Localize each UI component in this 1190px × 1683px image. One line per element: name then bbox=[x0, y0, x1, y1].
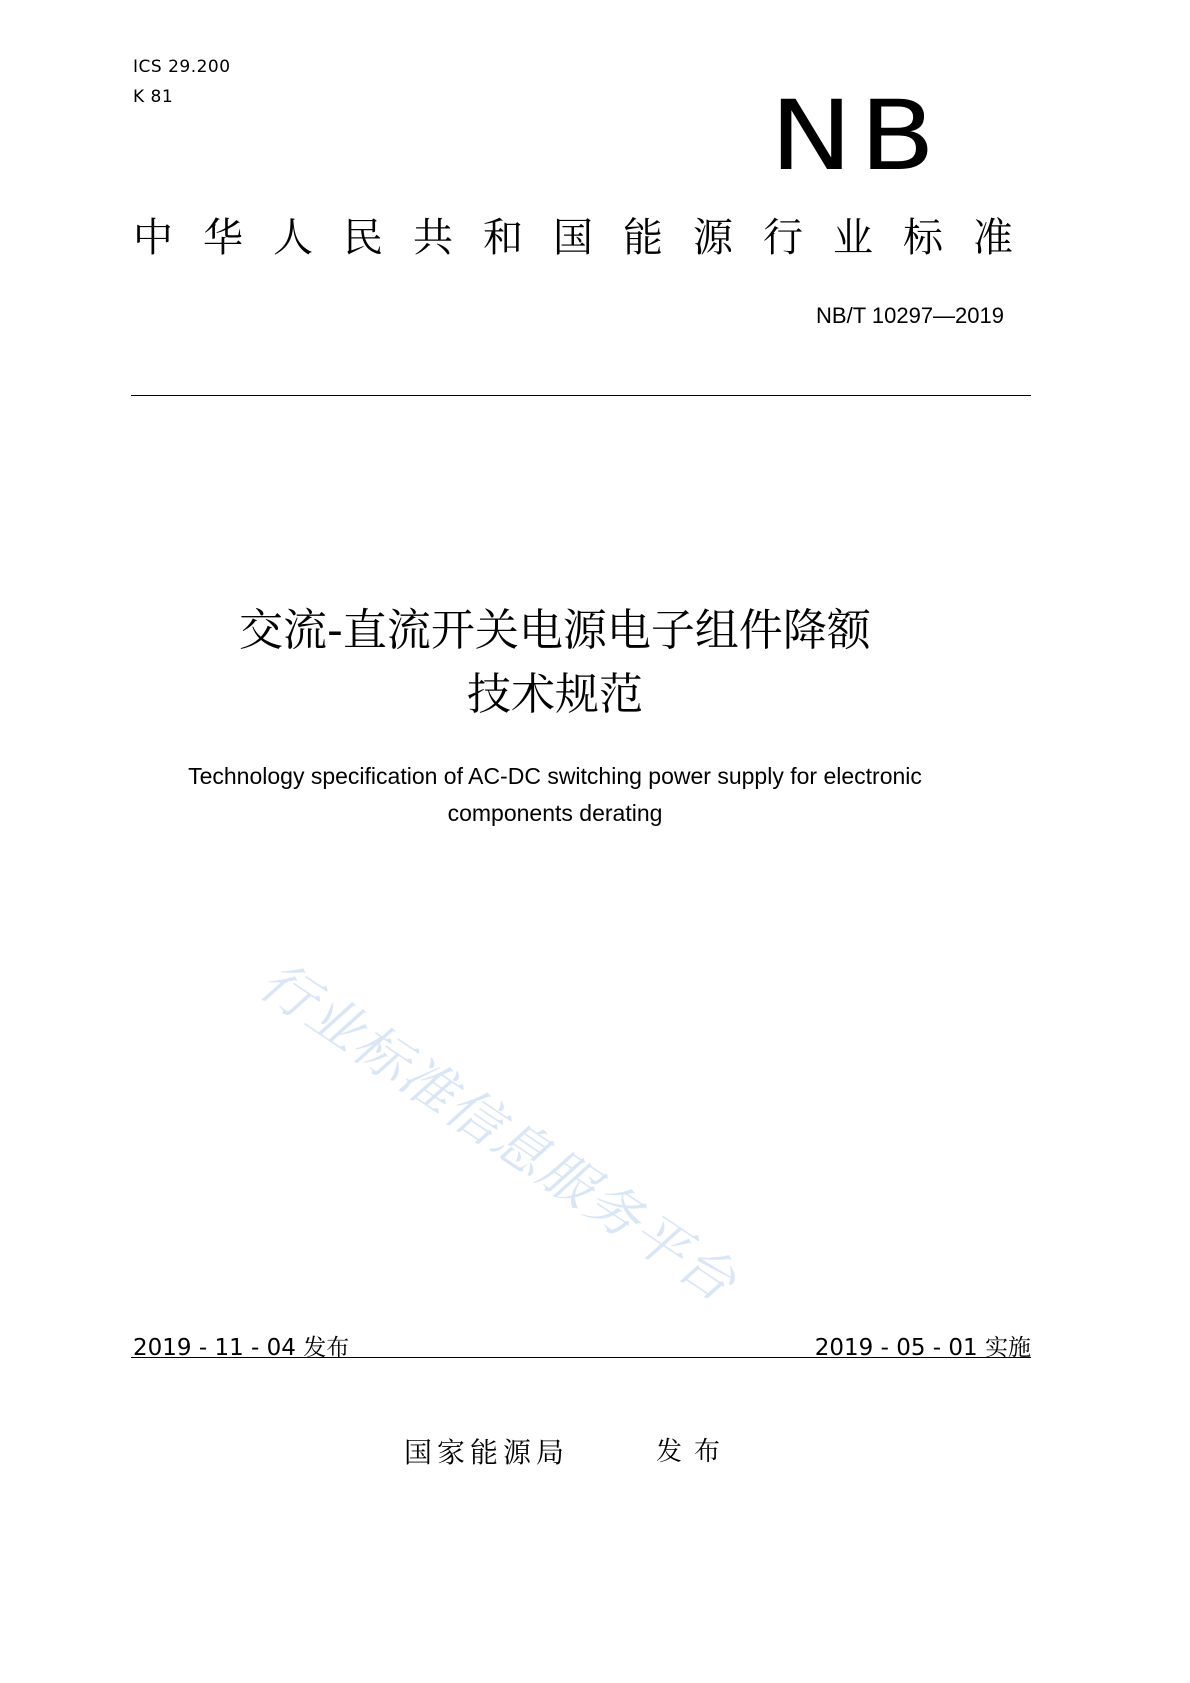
watermark: 行业标准信息服务平台 bbox=[248, 949, 749, 1315]
standard-number: NB/T 10297—2019 bbox=[816, 303, 1004, 328]
implementation-date: 2019 - 05 - 01 实施 bbox=[814, 1335, 1031, 1361]
classification-code: K 81 bbox=[133, 87, 174, 107]
nb-logo: NB bbox=[770, 80, 943, 192]
title-cn-line2: 技术规范 bbox=[467, 669, 643, 720]
issuer-name: 国家能源局 bbox=[404, 1436, 570, 1469]
ics-code: ICS 29.200 bbox=[133, 57, 231, 77]
org-title: 中华人民共和国能源行业标准 bbox=[133, 215, 1043, 261]
issue-word: 发布 bbox=[656, 1437, 733, 1467]
top-divider bbox=[131, 395, 1031, 396]
title-en-line2: components derating bbox=[447, 800, 663, 826]
title-en-line1: Technology specification of AC-DC switching power supply for electronic bbox=[188, 763, 922, 789]
issue-date: 2019 - 11 - 04 发布 bbox=[133, 1335, 350, 1361]
bottom-divider bbox=[131, 1357, 1031, 1358]
title-cn-line1: 交流-直流开关电源电子组件降额 bbox=[239, 605, 871, 656]
